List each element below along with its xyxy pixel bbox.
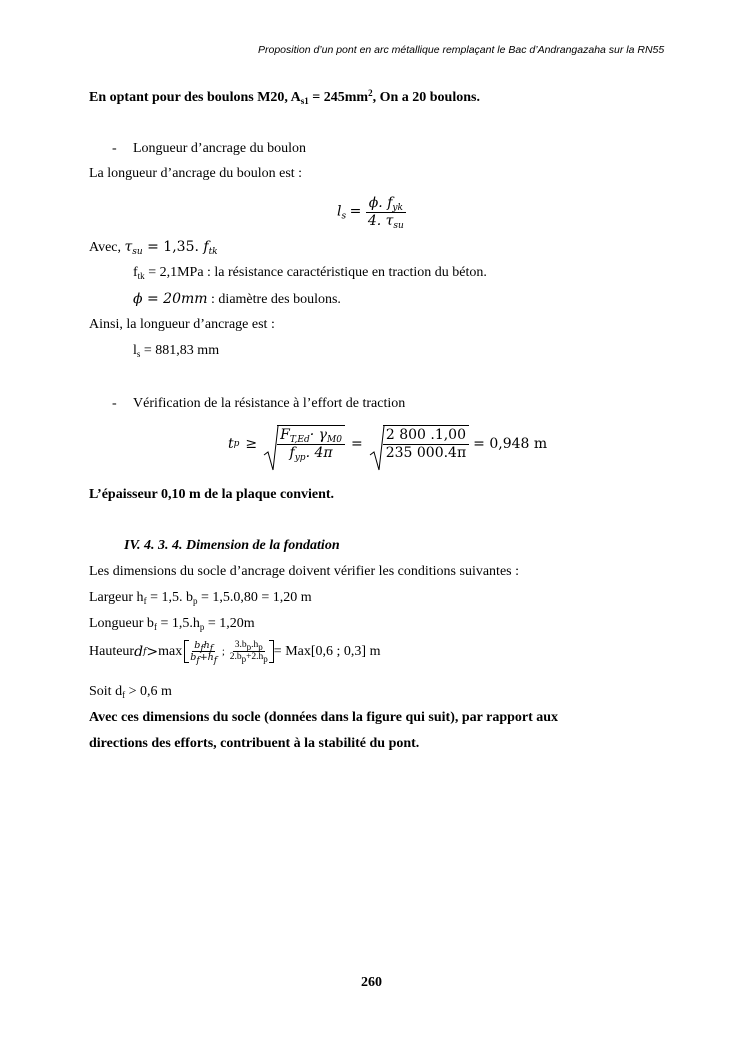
section1-title: Longueur d’ancrage du boulon (133, 141, 306, 156)
final-line-1: Avec ces dimensions du socle (données dans la figure qui suit), par rapport aux (89, 710, 559, 725)
sqrt-1: $\frac{F_{T,Ed}\cdot \gamma_{M0}}{f_{yp}. 4\pi}$ (263, 425, 345, 462)
anchorage-formula: $l_s$ = $\frac{\phi. f_{yk}}{4. \tau_{su}}$ (337, 195, 407, 230)
sqrt-2: $\frac{2 800 .1,00}{235 000.4\pi}$ (369, 425, 469, 462)
bullet-2: - (112, 396, 117, 411)
section3-heading: IV. 4. 3. 4. Dimension de la fondation (124, 538, 340, 553)
ainsi-line: Ainsi, la longueur d’ancrage est : (89, 317, 275, 332)
section2-conclusion: L’épaisseur 0,10 m de la plaque convient. (89, 487, 335, 502)
largeur-line: Largeur $h_f = 1,5$. $b_p = 1,5.0,80 = 1,20$ m (89, 590, 312, 606)
ftk-line: $f_{tk} = 2,1MPa$ : la résistance caractéristique en traction du béton. (133, 265, 487, 281)
soit-line: Soit $d_f > 0,6$ m (89, 684, 172, 700)
phi-line: ϕ = 20mm : diamètre des boulons. (133, 291, 341, 307)
ls-value: $l_s = 881,83$ mm (133, 343, 220, 359)
intro-line: En optant pour des boulons M20, $A_{s1} = 245mm^2$, On a 20 boulons. (89, 88, 480, 106)
section3-intro: Les dimensions du socle d’ancrage doivent vérifier les conditions suivantes : (89, 564, 520, 579)
page-header: Proposition d’un pont en arc métallique remplaçant le Bac d’Andrangazaha sur la RN55 (258, 44, 665, 56)
section2-title: Vérification de la résistance à l’effort de traction (133, 396, 406, 411)
section1-line1: La longueur d’ancrage du boulon est : (89, 166, 303, 181)
page-number: 260 (361, 975, 382, 990)
bullet-1: - (112, 141, 117, 156)
hauteur-line: Hauteur d f > max $\frac{b_fh_f}{b_f+h_f}$ ; $\frac{3.b_p.h_p}{2.b_p+2.h_p}$ = Max[0,6 ; 0,3] m (89, 640, 381, 666)
traction-formula: t p ≥ $\frac{F_{T,Ed}\cdot \gamma_{M0}}{f_{yp}. 4\pi}$ = $\frac{2 800 .1,00}{235 000.4\pi}$ = 0,948 m (228, 425, 547, 462)
longueur-line: Longueur $b_f = 1,5.h_p = 1,20m$ (89, 616, 255, 632)
final-line-2: directions des efforts, contribuent à la stabilité du pont. (89, 736, 420, 751)
avec-line: Avec, $\tau_{su} = 1,35$. $f_{tk}$ (89, 239, 218, 257)
